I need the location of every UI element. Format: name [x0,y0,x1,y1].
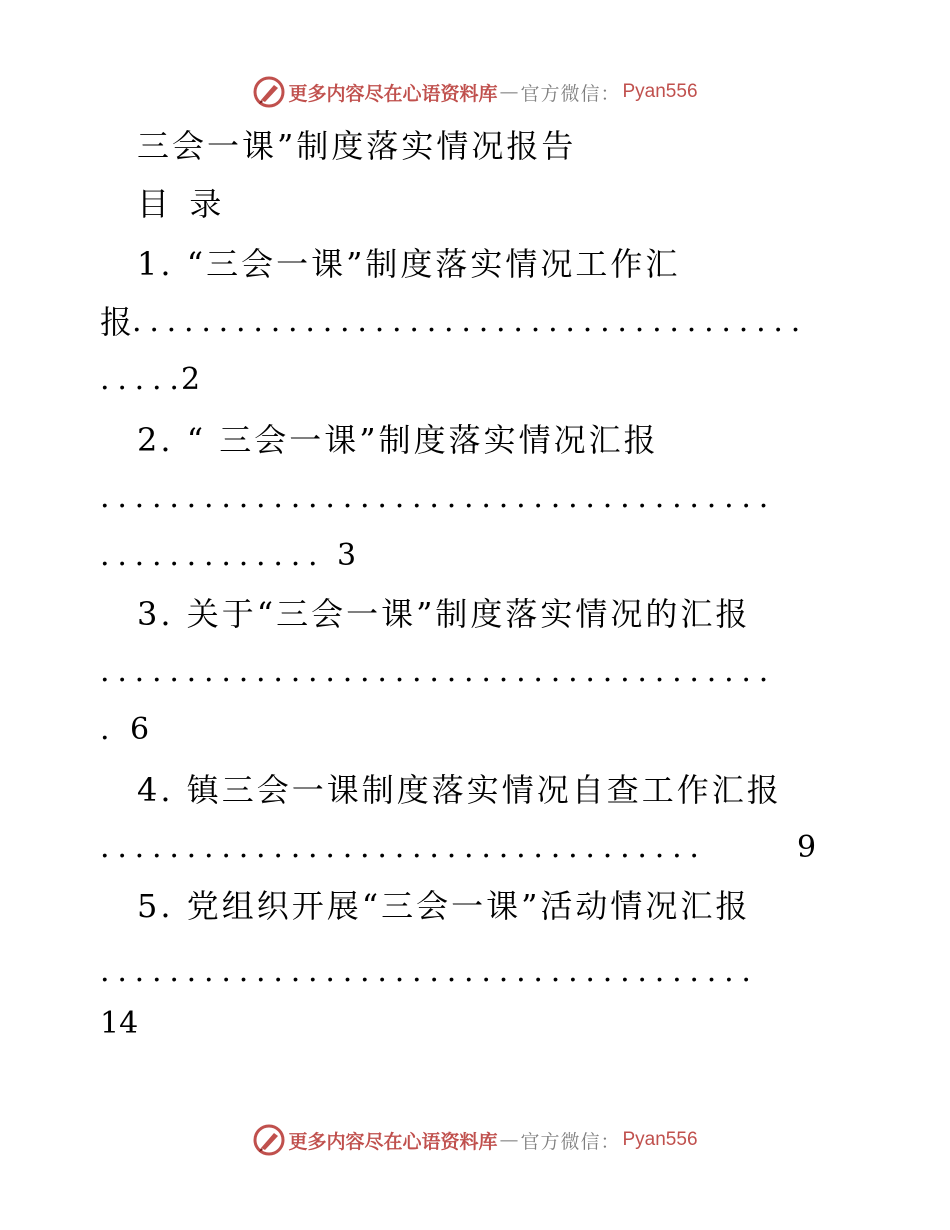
watermark-official-text: 官方微信： [520,82,621,105]
pen-logo-icon [252,1123,286,1157]
watermark-wechat-id: Pyan556 [622,1129,698,1150]
toc-entry-3[interactable] [137,594,750,634]
toc-dot-leader: ...................................... [100,954,759,989]
toc-entry-1[interactable] [137,244,680,284]
document-title: 三会一课”制度落实情况报告 [137,127,577,165]
toc-dot-leader: ....................................... [100,654,777,689]
toc-entry-title: 关于“三会一课”制度落实情况的汇报 [186,595,751,633]
toc-entry-number: 2. [137,421,174,459]
toc-entry-title: “三会一课”制度落实情况工作汇 [186,245,681,283]
toc-entry-number: 3. [137,595,174,633]
watermark-wechat-id: Pyan556 [622,81,698,102]
watermark-main-text: 更多内容尽在心语资料库 [288,82,498,105]
toc-heading: 目 录 [137,185,222,223]
watermark-main-text: 更多内容尽在心语资料库 [288,1130,498,1153]
toc-page-number: 2 [181,362,201,397]
toc-page-number: 14 [100,1006,139,1041]
toc-entry-title: 镇三会一课制度落实情况自查工作汇报 [186,771,782,809]
toc-entry-number: 5. [137,887,174,925]
toc-entry-number: 4. [137,771,174,809]
toc-page-number: 9 [797,830,817,865]
toc-page-number: 6 [130,712,150,747]
toc-page-number: 3 [337,538,357,573]
watermark-dash: — [499,1129,519,1151]
toc-entry-4[interactable] [137,770,782,810]
toc-entry-number: 1. [137,245,174,283]
toc-entry-1-continuation: 报 [100,303,133,341]
toc-entry-title: 党组织开展“三会一课”活动情况汇报 [186,887,751,925]
toc-dot-leader: ............. [100,538,326,573]
toc-entry-2[interactable] [137,420,659,460]
toc-dot-leader: . [100,712,118,747]
watermark-official-text: 官方微信： [520,1130,621,1153]
toc-dot-leader: ..... [100,362,187,397]
watermark-dash: — [499,81,519,103]
watermark-banner-top [0,72,950,112]
toc-entry-title: “ 三会一课”制度落实情况汇报 [186,421,659,459]
toc-dot-leader: ................................... [100,830,707,865]
pen-logo-icon [252,75,286,109]
watermark-banner-bottom [0,1120,950,1160]
toc-entry-5[interactable] [137,886,750,926]
toc-dot-leader: ....................................... [132,304,809,339]
toc-dot-leader: ....................................... [100,480,777,515]
